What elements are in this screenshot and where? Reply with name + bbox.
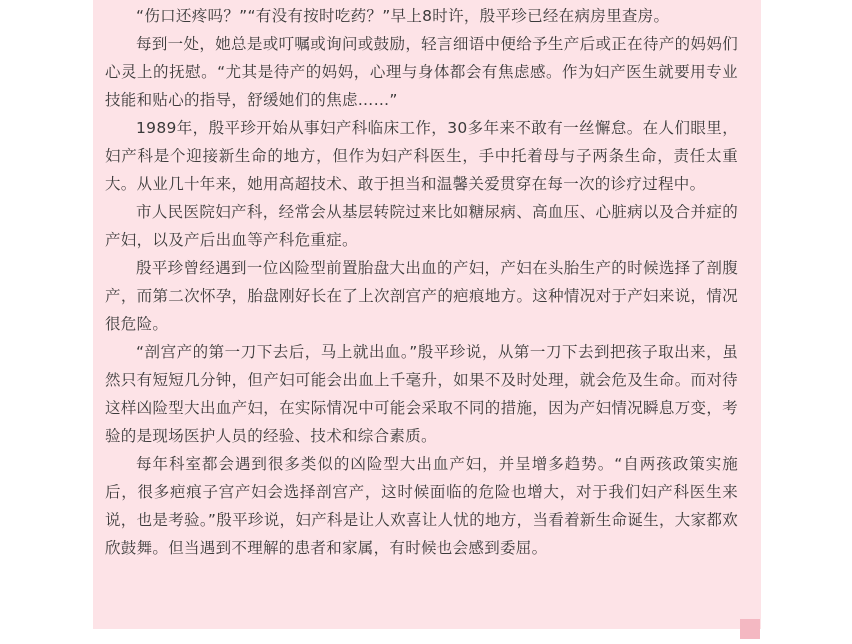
article-paragraph: 1989年，殷平珍开始从事妇产科临床工作，30多年来不敢有一丝懈怠。在人们眼里，妇产科是个迎接新生命的地方，但作为妇产科医生，手中托着母与子两条生命，责任太重大。从业几十年来，她用高超技术、敢于担当和温馨关爱贯穿在每一次的诊疗过程中。 [105, 119, 738, 193]
article-paragraph: 每年科室都会遇到很多类似的凶险型大出血产妇，并呈增多趋势。“自两孩政策实施后，很多疤痕子宫产妇会选择剖宫产，这时候面临的危险也增大，对于我们妇产科医生来说，也是考验。”殷平珍说，妇产科是让人欢喜让人忧的地方，当看着新生命诞生，大家都欢欣鼓舞。但当遇到不理解的患者和家属，有时候也会感到委屈。 [105, 455, 738, 557]
article-paragraph: 殷平珍曾经遇到一位凶险型前置胎盘大出血的产妇，产妇在头胎生产的时候选择了剖腹产，而第二次怀孕，胎盘刚好长在了上次剖宫产的疤痕地方。这种情况对于产妇来说，情况很危险。 [105, 259, 738, 333]
article-paragraph: “伤口还疼吗？”“有没有按时吃药？”早上8时许，殷平珍已经在病房里查房。 [136, 7, 670, 25]
article-paragraph: 市人民医院妇产科，经常会从基层转院过来比如糖尿病、高血压、心脏病以及合并症的产妇，以及产后出血等产科危重症。 [105, 203, 738, 249]
corner-decoration [740, 619, 760, 639]
article-body [105, 0, 738, 562]
article-paragraph: “剖宫产的第一刀下去后，马上就出血。”殷平珍说，从第一刀下去到把孩子取出来，虽然只有短短几分钟，但产妇可能会出血上千毫升，如果不及时处理，就会危及生命。而对待这样凶险型大出血产妇，在实际情况中可能会采取不同的措施，因为产妇情况瞬息万变，考验的是现场医护人员的经验、技术和综合素质。 [105, 343, 738, 445]
article-panel [93, 0, 761, 629]
article-paragraph: 每到一处，她总是或叮嘱或询问或鼓励，轻言细语中便给予生产后或正在待产的妈妈们心灵上的抚慰。“尤其是待产的妈妈，心理与身体都会有焦虑感。作为妇产医生就要用专业技能和贴心的指导，舒缓她们的焦虑……” [105, 35, 738, 109]
